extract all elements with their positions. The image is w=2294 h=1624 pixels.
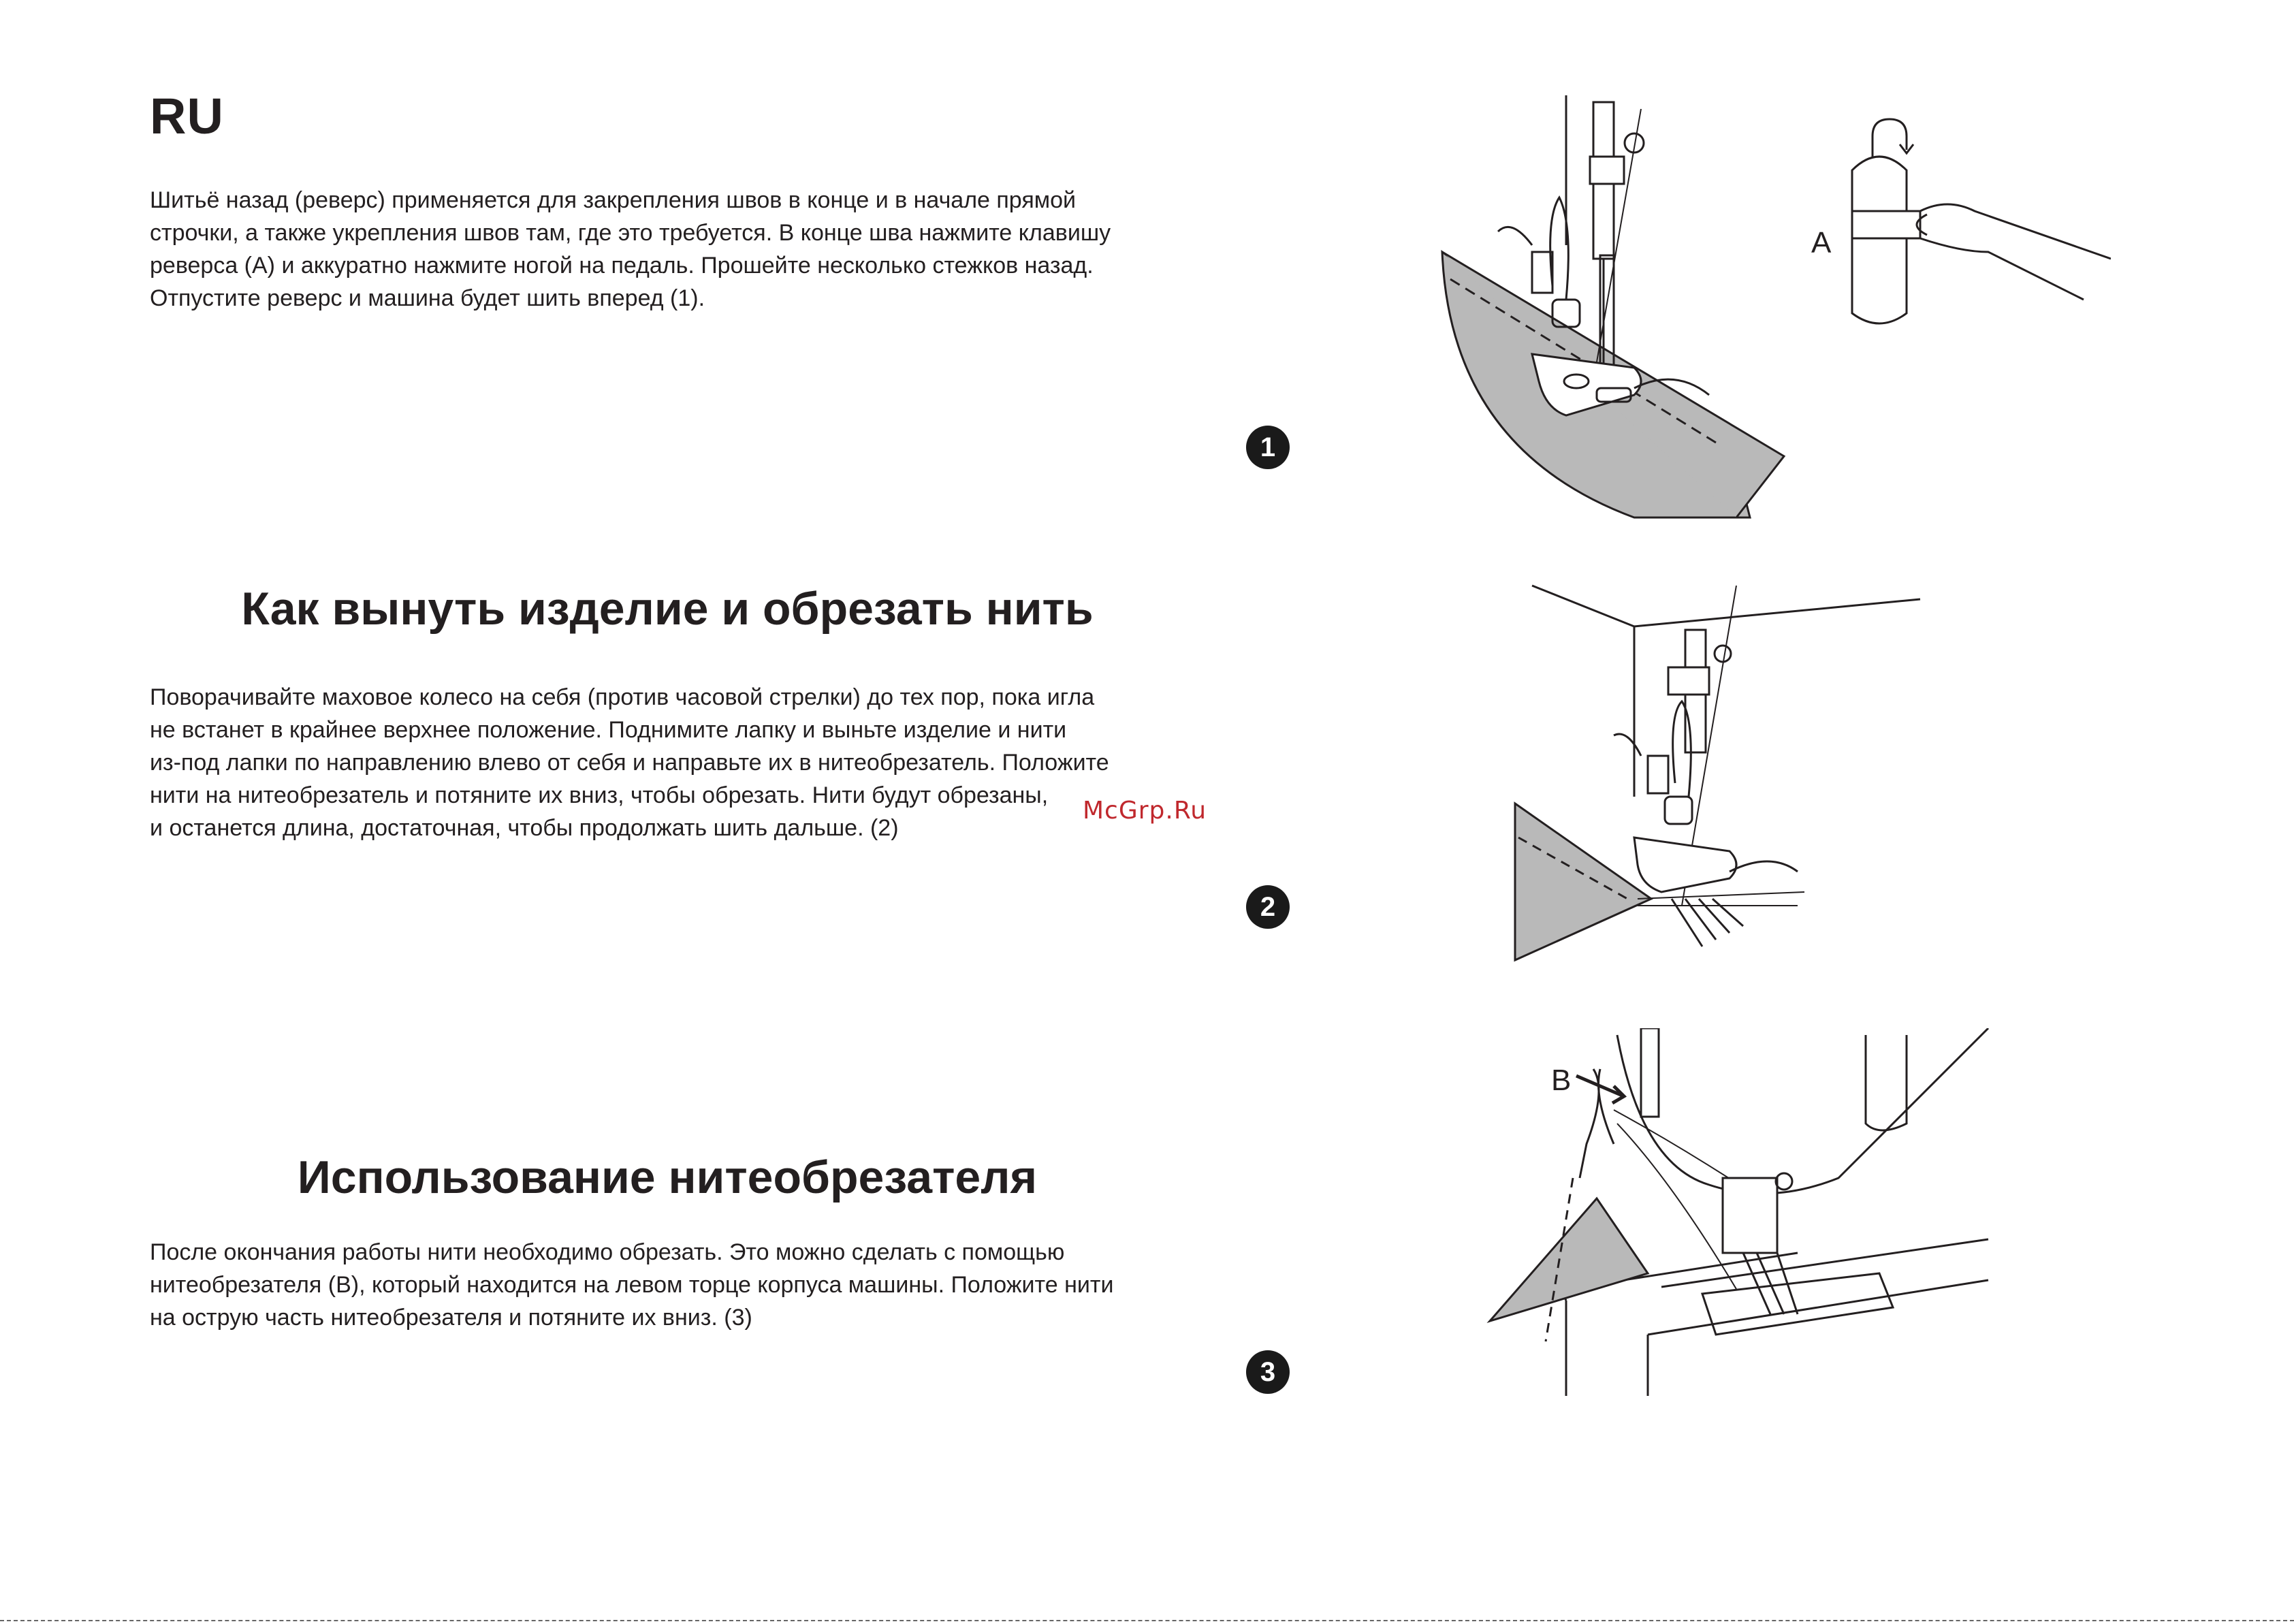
- remove-fabric-heading: Как вынуть изделие и обрезать нить: [241, 583, 1094, 635]
- figure-number-badge: 2: [1246, 885, 1290, 929]
- thread-cutter-heading: Использование нитеобрезателя: [297, 1151, 1038, 1203]
- cutter-label: B: [1551, 1064, 1572, 1097]
- figure-number-badge: 3: [1246, 1350, 1290, 1394]
- reverse-stitch-illustration: [1430, 95, 2111, 531]
- language-label: RU: [150, 88, 224, 144]
- thread-cutter-paragraph: После окончания работы нити необходимо обрезать. Это можно сделать с помощью нитеобрезателя (В), который находится на левом торце корпуса машины. Положите нити на острую часть нитеобрезателя и потяните их вниз. (3): [150, 1239, 1114, 1331]
- watermark: McGrp.Ru: [1083, 797, 1207, 825]
- figure-number-badge: 1: [1246, 426, 1290, 469]
- page-bottom-rule: [0, 1620, 2294, 1621]
- lever-label: A: [1811, 226, 1832, 259]
- remove-fabric-paragraph: Поворачивайте маховое колесо на себя (против часовой стрелки) до тех пор, пока игла не встанет в крайнее верхнее положение. Поднимите лапку и выньте изделие и нити из-под лапки по направлению влево от себя и направьте их в нитеобрезатель. Положите нити на нитеобрезатель и потяните их вниз, чтобы обрезать. Нити будут обрезаны, и останется длина, достаточная, чтобы продолжать шить дальше. (2): [150, 684, 1109, 841]
- remove-fabric-illustration: [1512, 579, 1934, 967]
- reverse-sewing-paragraph: Шитьё назад (реверс) применяется для закрепления швов в конце и в начале прямой строчки, а также укрепления швов там, где это требуется. В конце шва нажмите клавишу реверса (А) и аккуратно нажмите ногой на педаль. Прошейте несколько стежков назад. Отпустите реверс и машина будет шить вперед (1).: [150, 187, 1111, 311]
